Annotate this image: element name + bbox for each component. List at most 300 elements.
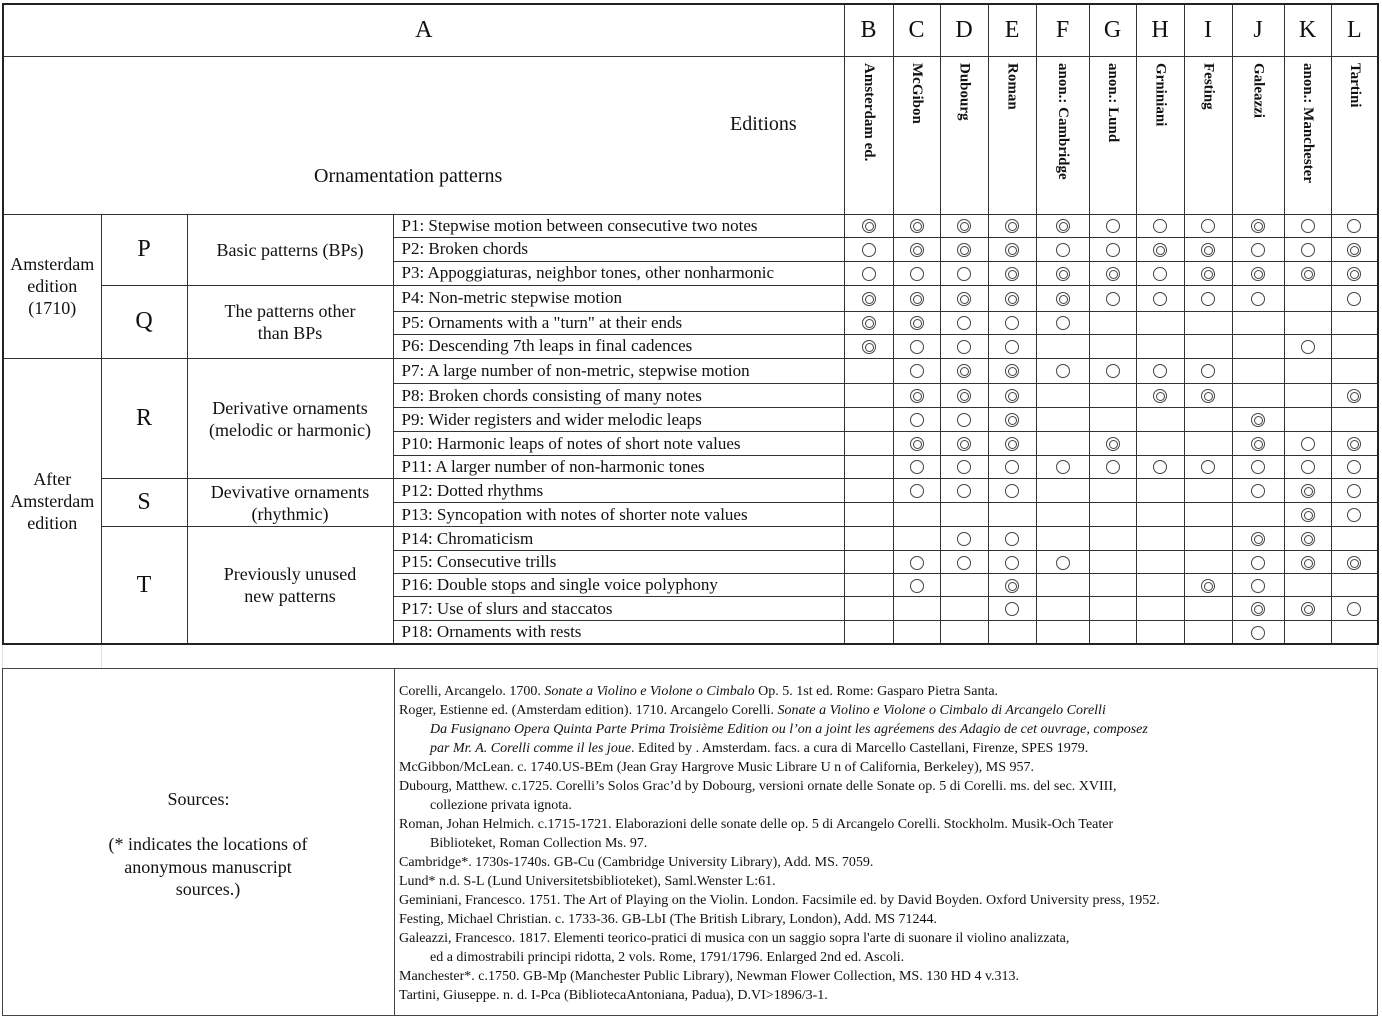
mark-cell (1184, 479, 1232, 503)
mark-cell (1136, 574, 1184, 597)
circle-icon (910, 267, 924, 281)
double-circle-icon (1347, 243, 1361, 257)
mark-cell (1089, 285, 1136, 311)
pattern-label: P11: A larger number of non-harmonic tones (393, 456, 844, 479)
mark-cell (988, 384, 1036, 408)
mark-cell (844, 574, 893, 597)
double-circle-icon (910, 389, 924, 403)
circle-icon (1153, 267, 1167, 281)
double-circle-icon (1153, 243, 1167, 257)
mark-cell (844, 359, 893, 384)
era-label-line: (1710) (28, 298, 77, 319)
circle-icon (1347, 602, 1361, 616)
mark-cell (1136, 432, 1184, 456)
mark-cell (893, 285, 940, 311)
ornamentation-table (2, 3, 1379, 645)
mark-cell (1331, 311, 1378, 334)
edition-header-h (1136, 56, 1184, 214)
circle-icon (1251, 556, 1265, 570)
mark-cell (1184, 261, 1232, 285)
mark-cell (1089, 261, 1136, 285)
reference-entry (399, 967, 1374, 986)
mark-cell (1089, 527, 1136, 551)
pattern-label: P5: Ornaments with a "turn" at their ends (393, 311, 844, 334)
group-description (187, 359, 393, 479)
mark-cell (940, 527, 988, 551)
sources-note-line: (* indicates the locations of (108, 834, 308, 854)
mark-cell (1331, 408, 1378, 432)
header-corner (3, 56, 844, 214)
mark-cell (1089, 311, 1136, 334)
mark-cell (1136, 384, 1184, 408)
mark-cell (893, 237, 940, 261)
double-circle-icon (1106, 437, 1120, 451)
mark-cell (1331, 432, 1378, 456)
mark-cell (1036, 574, 1089, 597)
double-circle-icon (1251, 219, 1265, 233)
edition-header-d (940, 56, 988, 214)
group-code: R (101, 359, 187, 479)
double-circle-icon (1251, 413, 1265, 427)
mark-cell (1232, 503, 1284, 527)
edition-name: Roman (1004, 62, 1021, 110)
edition-name: Dubourg (956, 62, 973, 121)
mark-cell (1036, 359, 1089, 384)
pattern-label: P2: Broken chords (393, 237, 844, 261)
mark-cell (1136, 551, 1184, 574)
circle-icon (1106, 460, 1120, 474)
reference-text: Geminiani, Francesco. 1751. The Art of Playing on the Violin. London. Facsimile ed. by David Boyden. Oxford University press, 1952. (399, 893, 1160, 908)
mark-cell (988, 408, 1036, 432)
circle-icon (1251, 460, 1265, 474)
circle-icon (957, 532, 971, 546)
sources-label-cell (3, 669, 395, 1015)
group-code: S (101, 479, 187, 527)
mark-cell (844, 621, 893, 644)
edition-header-k (1284, 56, 1331, 214)
mark-cell (893, 527, 940, 551)
reference-entry (399, 815, 1374, 853)
circle-icon (1005, 340, 1019, 354)
group-description (187, 479, 393, 527)
mark-cell (893, 432, 940, 456)
era-label-line: edition (27, 276, 78, 297)
column-letter-b: B (844, 4, 893, 56)
mark-cell (1331, 214, 1378, 237)
reference-entry (399, 891, 1374, 910)
mark-cell (1036, 384, 1089, 408)
reference-entry (399, 986, 1374, 1005)
double-circle-icon (1301, 508, 1315, 522)
mark-cell (1232, 621, 1284, 644)
mark-cell (940, 359, 988, 384)
edition-header-c (893, 56, 940, 214)
mark-cell (1284, 408, 1331, 432)
mark-cell (1184, 359, 1232, 384)
era-label-line: edition (27, 513, 78, 533)
circle-icon (1005, 484, 1019, 498)
double-circle-icon (1201, 267, 1215, 281)
circle-icon (1056, 316, 1070, 330)
column-letter-k: K (1284, 4, 1331, 56)
column-letter-c: C (893, 4, 940, 56)
mark-cell (1089, 384, 1136, 408)
pattern-row (3, 214, 1378, 237)
double-circle-icon (1005, 364, 1019, 378)
mark-cell (1284, 334, 1331, 358)
double-circle-icon (1005, 437, 1019, 451)
mark-cell (893, 334, 940, 358)
circle-icon (957, 267, 971, 281)
pattern-label: P9: Wider registers and wider melodic leaps (393, 408, 844, 432)
circle-icon (957, 340, 971, 354)
reference-text: Lund* n.d. S-L (Lund Universitetsbiblioteket), Saml.Wenster L:61. (399, 874, 776, 889)
reference-text: par Mr. A. Corelli comme il les joue (430, 741, 632, 756)
mark-cell (1136, 334, 1184, 358)
circle-icon (910, 484, 924, 498)
column-letter-g: G (1089, 4, 1136, 56)
mark-cell (1331, 503, 1378, 527)
circle-icon (1106, 364, 1120, 378)
reference-text: Sonate a Violino e Violone o Cimbalo (544, 684, 755, 699)
mark-cell (844, 432, 893, 456)
mark-cell (1184, 432, 1232, 456)
circle-icon (1056, 364, 1070, 378)
column-letter-row (3, 4, 1378, 56)
circle-icon (1153, 460, 1167, 474)
double-circle-icon (910, 316, 924, 330)
circle-icon (1005, 316, 1019, 330)
mark-cell (940, 384, 988, 408)
edition-header-b (844, 56, 893, 214)
reference-continuation (399, 739, 1374, 758)
reference-continuation (399, 834, 1374, 853)
mark-cell (1284, 384, 1331, 408)
pattern-row (3, 285, 1378, 311)
edition-name: Festing (1200, 62, 1217, 110)
mark-cell (1089, 359, 1136, 384)
mark-cell (940, 261, 988, 285)
circle-icon (1201, 219, 1215, 233)
reference-text: Cambridge*. 1730s-1740s. GB-Cu (Cambridge University Library), Add. MS. 7059. (399, 855, 874, 870)
mark-cell (1284, 597, 1331, 621)
circle-icon (1056, 460, 1070, 474)
circle-icon (1301, 460, 1315, 474)
mark-cell (1036, 237, 1089, 261)
reference-entry (399, 910, 1374, 929)
reference-entry (399, 777, 1374, 815)
group-description (187, 527, 393, 644)
mark-cell (893, 214, 940, 237)
double-circle-icon (957, 292, 971, 306)
mark-cell (1331, 261, 1378, 285)
era-label-line: Amsterdam (10, 491, 95, 511)
mark-cell (1284, 311, 1331, 334)
mark-cell (1284, 456, 1331, 479)
mark-cell (940, 237, 988, 261)
sources-note-line: anonymous manuscript (124, 856, 292, 877)
mark-cell (940, 479, 988, 503)
double-circle-icon (1005, 292, 1019, 306)
double-circle-icon (1251, 602, 1265, 616)
mark-cell (1036, 311, 1089, 334)
edition-header-j (1232, 56, 1284, 214)
column-letter-h: H (1136, 4, 1184, 56)
reference-entry (399, 929, 1374, 967)
circle-icon (1251, 292, 1265, 306)
circle-icon (1005, 460, 1019, 474)
double-circle-icon (1301, 556, 1315, 570)
mark-cell (988, 359, 1036, 384)
circle-icon (910, 579, 924, 593)
reference-list (399, 682, 1374, 1005)
mark-cell (940, 285, 988, 311)
double-circle-icon (910, 219, 924, 233)
group-code: T (101, 527, 187, 644)
mark-cell (1284, 214, 1331, 237)
mark-cell (1284, 551, 1331, 574)
pattern-row (3, 527, 1378, 551)
mark-cell (1331, 384, 1378, 408)
mark-cell (988, 432, 1036, 456)
mark-cell (1184, 311, 1232, 334)
reference-continuation (399, 720, 1374, 739)
double-circle-icon (1301, 484, 1315, 498)
mark-cell (1184, 574, 1232, 597)
mark-cell (893, 503, 940, 527)
edition-name: anon.: Lund (1105, 62, 1122, 142)
mark-cell (1184, 621, 1232, 644)
double-circle-icon (1056, 292, 1070, 306)
reference-continuation (399, 796, 1374, 815)
mark-cell (1036, 285, 1089, 311)
double-circle-icon (1005, 243, 1019, 257)
double-circle-icon (910, 437, 924, 451)
double-circle-icon (1005, 219, 1019, 233)
mark-cell (1232, 527, 1284, 551)
circle-icon (1251, 484, 1265, 498)
mark-cell (893, 408, 940, 432)
mark-cell (1089, 334, 1136, 358)
mark-cell (844, 527, 893, 551)
circle-icon (1347, 508, 1361, 522)
spacer-row (2, 645, 1378, 669)
era-label (3, 214, 101, 358)
mark-cell (1089, 597, 1136, 621)
mark-cell (1136, 456, 1184, 479)
circle-icon (1347, 460, 1361, 474)
circle-icon (1301, 219, 1315, 233)
double-circle-icon (1251, 532, 1265, 546)
mark-cell (1184, 214, 1232, 237)
mark-cell (1136, 621, 1184, 644)
group-description-line: (rhythmic) (251, 503, 329, 524)
pattern-label: P8: Broken chords consisting of many notes (393, 384, 844, 408)
mark-cell (1284, 527, 1331, 551)
mark-cell (1089, 408, 1136, 432)
mark-cell (1136, 408, 1184, 432)
double-circle-icon (1347, 389, 1361, 403)
double-circle-icon (1347, 267, 1361, 281)
double-circle-icon (1347, 556, 1361, 570)
mark-cell (893, 574, 940, 597)
circle-icon (1347, 219, 1361, 233)
mark-cell (844, 551, 893, 574)
mark-cell (1331, 456, 1378, 479)
group-description (187, 285, 393, 358)
mark-cell (1136, 479, 1184, 503)
pattern-label: P6: Descending 7th leaps in final cadences (393, 334, 844, 358)
mark-cell (1184, 384, 1232, 408)
group-code: P (101, 214, 187, 285)
edition-header-e (988, 56, 1036, 214)
circle-icon (1347, 484, 1361, 498)
mark-cell (1036, 479, 1089, 503)
mark-cell (1232, 261, 1284, 285)
mark-cell (940, 311, 988, 334)
mark-cell (1184, 408, 1232, 432)
mark-cell (1089, 237, 1136, 261)
circle-icon (1301, 340, 1315, 354)
group-description-line: Devivative ornaments (210, 481, 370, 502)
sources-note (93, 833, 323, 901)
double-circle-icon (1201, 243, 1215, 257)
mark-cell (1331, 237, 1378, 261)
group-description-line: than BPs (257, 322, 323, 343)
group-description-line: Derivative ornaments (212, 397, 368, 418)
mark-cell (844, 384, 893, 408)
circle-icon (957, 556, 971, 570)
mark-cell (940, 408, 988, 432)
mark-cell (1089, 479, 1136, 503)
mark-cell (844, 334, 893, 358)
pattern-label: P3: Appoggiaturas, neighbor tones, other nonharmonic (393, 261, 844, 285)
double-circle-icon (1201, 579, 1215, 593)
double-circle-icon (1301, 602, 1315, 616)
double-circle-icon (1005, 267, 1019, 281)
mark-cell (988, 456, 1036, 479)
circle-icon (1301, 437, 1315, 451)
edition-name: Tartini (1346, 62, 1363, 108)
circle-icon (862, 243, 876, 257)
circle-icon (957, 484, 971, 498)
double-circle-icon (957, 389, 971, 403)
reference-text: collezione privata ignota. (430, 798, 572, 813)
pattern-label: P15: Consecutive trills (393, 551, 844, 574)
group-description (187, 214, 393, 285)
mark-cell (940, 334, 988, 358)
mark-cell (844, 237, 893, 261)
mark-cell (1036, 456, 1089, 479)
reference-entry (399, 872, 1374, 891)
mark-cell (844, 503, 893, 527)
sources-note-line: sources.) (175, 879, 241, 899)
mark-cell (1232, 237, 1284, 261)
mark-cell (1232, 456, 1284, 479)
era-label (3, 359, 101, 645)
edition-name: McGibon (909, 62, 926, 124)
mark-cell (1136, 311, 1184, 334)
mark-cell (988, 311, 1036, 334)
edition-name: anon.: Manchester (1300, 62, 1317, 183)
mark-cell (1184, 503, 1232, 527)
mark-cell (1184, 597, 1232, 621)
mark-cell (893, 261, 940, 285)
reference-text: Sonate a Violino e Violone o Cimbalo di Arcangelo Corelli (777, 703, 1106, 718)
edition-header-i (1184, 56, 1232, 214)
circle-icon (910, 556, 924, 570)
double-circle-icon (1251, 267, 1265, 281)
double-circle-icon (1106, 267, 1120, 281)
double-circle-icon (910, 243, 924, 257)
mark-cell (1331, 359, 1378, 384)
mark-cell (844, 479, 893, 503)
double-circle-icon (910, 292, 924, 306)
mark-cell (893, 456, 940, 479)
mark-cell (1284, 574, 1331, 597)
mark-cell (844, 285, 893, 311)
double-circle-icon (957, 219, 971, 233)
reference-text: Tartini, Giuseppe. n. d. I-Pca (BibliotecaAntoniana, Padua), D.VI>1896/3-1. (399, 988, 828, 1003)
mark-cell (1331, 621, 1378, 644)
mark-cell (1331, 285, 1378, 311)
mark-cell (1136, 527, 1184, 551)
mark-cell (1136, 503, 1184, 527)
mark-cell (1136, 597, 1184, 621)
mark-cell (1232, 551, 1284, 574)
column-letter-l: L (1331, 4, 1378, 56)
mark-cell (1232, 311, 1284, 334)
era-label-line: After (33, 469, 72, 489)
mark-cell (940, 621, 988, 644)
column-letter-d: D (940, 4, 988, 56)
mark-cell (1331, 527, 1378, 551)
mark-cell (940, 574, 988, 597)
mark-cell (1089, 551, 1136, 574)
double-circle-icon (1251, 437, 1265, 451)
double-circle-icon (862, 316, 876, 330)
mark-cell (1089, 432, 1136, 456)
mark-cell (1331, 597, 1378, 621)
mark-cell (1089, 214, 1136, 237)
pattern-label: P4: Non-metric stepwise motion (393, 285, 844, 311)
reference-text: Manchester*. c.1750. GB-Mp (Manchester Public Library), Newman Flower Collection, MS. 130 HD 4 v.313. (399, 969, 1020, 984)
pattern-label: P12: Dotted rhythms (393, 479, 844, 503)
mark-cell (1184, 456, 1232, 479)
mark-cell (1232, 574, 1284, 597)
mark-cell (1284, 237, 1331, 261)
mark-cell (1284, 432, 1331, 456)
reference-entry (399, 701, 1374, 758)
circle-icon (1056, 556, 1070, 570)
mark-cell (1331, 574, 1378, 597)
circle-icon (1005, 556, 1019, 570)
mark-cell (1089, 621, 1136, 644)
mark-cell (1232, 479, 1284, 503)
double-circle-icon (957, 437, 971, 451)
mark-cell (1184, 237, 1232, 261)
circle-icon (1251, 243, 1265, 257)
group-description-line: The patterns other (224, 300, 356, 321)
mark-cell (1331, 334, 1378, 358)
group-code: Q (101, 285, 187, 358)
mark-cell (844, 261, 893, 285)
mark-cell (1284, 359, 1331, 384)
double-circle-icon (1301, 267, 1315, 281)
mark-cell (1284, 621, 1331, 644)
pattern-label: P7: A large number of non-metric, stepwise motion (393, 359, 844, 384)
mark-cell (844, 214, 893, 237)
